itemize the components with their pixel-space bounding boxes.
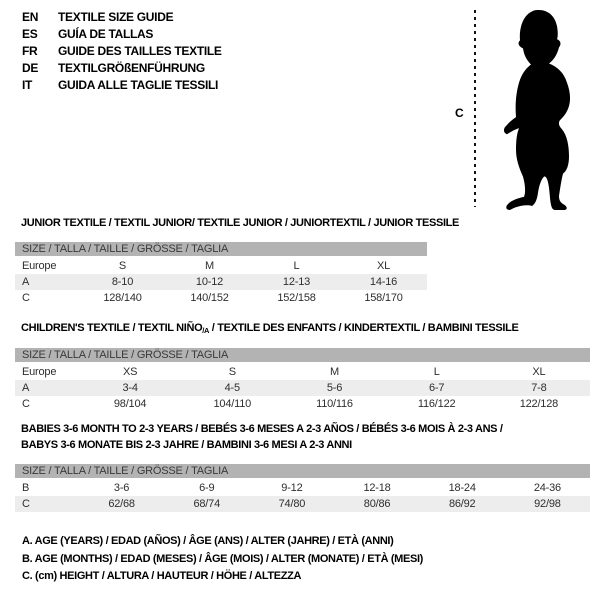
size-cell: 92/98 xyxy=(534,498,561,510)
size-cell: 62/68 xyxy=(108,498,135,510)
language-title: GUÍA DE TALLAS xyxy=(58,27,154,41)
table-row xyxy=(15,496,590,512)
row-label: C xyxy=(22,292,30,304)
size-cell: 3-6 xyxy=(113,482,130,494)
row-label: C xyxy=(22,398,30,410)
children-heading-prefix: CHILDREN'S TEXTILE / TEXTIL NIÑO xyxy=(21,322,203,334)
size-cell: 14-16 xyxy=(369,276,398,288)
table-row xyxy=(15,480,590,496)
size-cell: 12-18 xyxy=(363,482,391,494)
babies-table-heading xyxy=(21,421,503,453)
size-cell: 18-24 xyxy=(448,482,476,494)
size-cell: 98/104 xyxy=(113,398,147,410)
size-cell: 9-12 xyxy=(281,482,303,494)
children-size-table xyxy=(15,364,590,412)
size-cell: 122/128 xyxy=(519,398,559,410)
table-row xyxy=(15,274,427,290)
language-row-es xyxy=(22,26,222,43)
babies-size-table xyxy=(15,480,590,512)
size-cell: 74/80 xyxy=(278,498,306,510)
footnote-age-months: B. AGE (MONTHS) / EDAD (MESES) / ÂGE (MOIS) / ALTER (MONATE) / ETÀ (MESI) xyxy=(22,552,423,565)
size-cell: 7-8 xyxy=(531,382,547,394)
table-row xyxy=(15,380,590,396)
size-cell: 86/92 xyxy=(448,498,476,510)
row-label: Europe xyxy=(22,260,57,272)
language-row-en xyxy=(22,9,222,26)
size-cell: 6-9 xyxy=(199,482,215,494)
size-cell: XS xyxy=(122,366,138,378)
size-cell: 104/110 xyxy=(213,398,252,410)
table-row xyxy=(15,396,590,412)
footnote-height: C. (cm) HEIGHT / ALTURA / HAUTEUR / HÖHE / ALTEZZA xyxy=(22,570,302,582)
size-cell: 24-36 xyxy=(533,482,561,494)
language-code: EN xyxy=(22,10,39,24)
row-label: A xyxy=(22,276,30,288)
children-size-header: SIZE / TALLA / TAILLE / GRÖSSE / TAGLIA xyxy=(15,348,590,362)
children-heading-suffix: / TEXTILE DES ENFANTS / KINDERTEXTIL / BAMBINI TESSILE xyxy=(209,322,519,334)
language-code: ES xyxy=(22,27,38,41)
size-cell: L xyxy=(433,366,440,378)
language-title: GUIDA ALLE TAGLIE TESSILI xyxy=(58,78,219,92)
size-cell: S xyxy=(118,260,127,272)
language-row-it xyxy=(22,77,222,94)
table-row xyxy=(15,258,427,274)
size-cell: M xyxy=(329,366,339,378)
size-cell: 110/116 xyxy=(316,398,353,410)
language-code: IT xyxy=(22,78,33,92)
size-cell: 68/74 xyxy=(193,498,220,510)
size-cell: 128/140 xyxy=(103,292,142,304)
language-title: TEXTILE SIZE GUIDE xyxy=(58,10,174,24)
babies-heading-line2: BABYS 3-6 MONATE BIS 2-3 JAHRE / BAMBINI 3-6 MESI A 2-3 ANNI xyxy=(21,439,352,451)
junior-table-heading: JUNIOR TEXTILE / TEXTIL JUNIOR/ TEXTILE JUNIOR / JUNIORTEXTIL / JUNIOR TESSILE xyxy=(21,217,460,229)
size-cell: 10-12 xyxy=(195,276,224,288)
junior-size-table xyxy=(15,258,427,306)
legend-footnotes xyxy=(22,533,423,586)
size-cell: 3-4 xyxy=(122,382,138,394)
row-label: C xyxy=(22,498,30,510)
size-cell: S xyxy=(228,366,236,378)
size-cell: 158/170 xyxy=(364,292,403,304)
size-cell: 140/152 xyxy=(190,292,229,304)
language-row-fr xyxy=(22,43,222,60)
size-cell: XL xyxy=(376,260,391,272)
table-row xyxy=(15,364,590,380)
size-cell: 80/86 xyxy=(363,498,391,510)
footnote-age-years: A. AGE (YEARS) / EDAD (AÑOS) / ÂGE (ANS) / ALTER (JAHRE) / ETÀ (ANNI) xyxy=(22,535,394,547)
children-table-heading xyxy=(21,322,518,335)
language-code: FR xyxy=(22,44,38,58)
height-measure-label: C xyxy=(455,106,464,120)
children-heading-subscript: /A xyxy=(202,326,210,335)
size-cell: 12-13 xyxy=(282,276,311,288)
language-code: DE xyxy=(22,61,39,75)
babies-size-header: SIZE / TALLA / TAILLE / GRÖSSE / TAGLIA xyxy=(15,464,590,478)
row-label: A xyxy=(22,382,30,394)
size-cell: 116/122 xyxy=(417,398,456,410)
size-cell: 8-10 xyxy=(111,276,134,288)
height-measure-line xyxy=(474,10,476,207)
babies-heading-line1: BABIES 3-6 MONTH TO 2-3 YEARS / BEBÉS 3-6 MESES A 2-3 AÑOS / BÉBÉS 3-6 MOIS À 2-3 ANS / xyxy=(21,423,503,435)
size-cell: XL xyxy=(532,366,546,378)
language-title: GUIDE DES TAILLES TEXTILE xyxy=(58,44,222,58)
row-label: Europe xyxy=(22,366,57,378)
size-cell: 152/158 xyxy=(277,292,316,304)
size-cell: 5-6 xyxy=(326,382,343,394)
size-cell: 6-7 xyxy=(429,382,445,394)
toddler-silhouette xyxy=(503,8,575,210)
language-title: TEXTILGRÖßENFÜHRUNG xyxy=(58,61,205,75)
language-list xyxy=(22,9,222,94)
table-row xyxy=(15,290,427,306)
size-cell: L xyxy=(293,260,300,272)
junior-size-header: SIZE / TALLA / TAILLE / GRÖSSE / TAGLIA xyxy=(15,242,427,256)
language-row-de xyxy=(22,60,222,77)
row-label: B xyxy=(22,482,30,494)
size-cell: M xyxy=(205,260,214,272)
size-cell: 4-5 xyxy=(224,382,240,394)
